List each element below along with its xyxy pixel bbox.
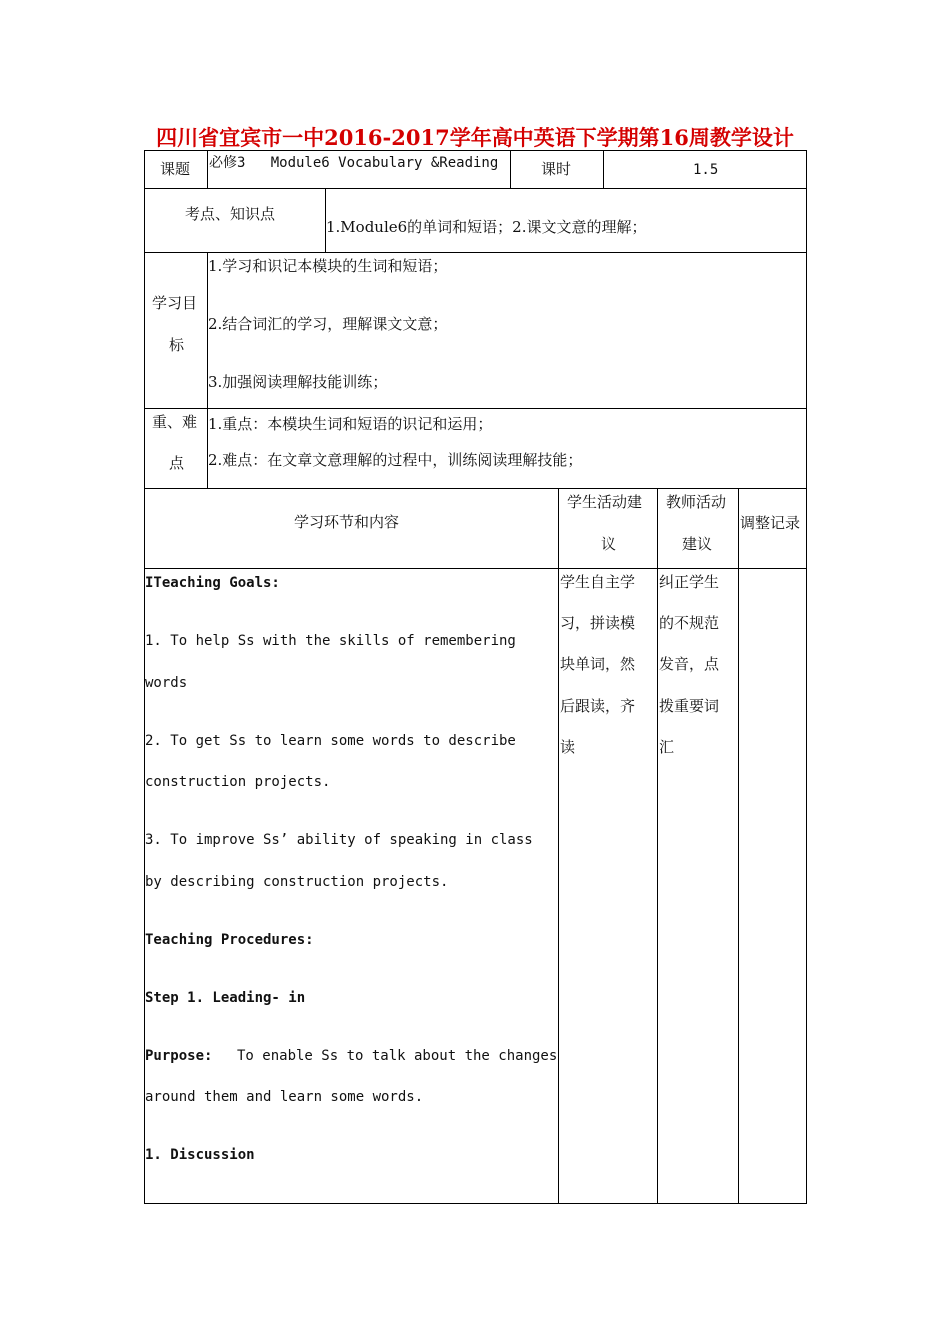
focus-label: 点 bbox=[169, 454, 185, 472]
student-activity-line: 块单词，然 bbox=[560, 655, 636, 673]
teacher-column-header: 教师活动 bbox=[666, 493, 727, 511]
table-border bbox=[144, 1203, 807, 1204]
student-activity-line: 学生自主学 bbox=[560, 573, 636, 591]
period-value: 1.5 bbox=[693, 162, 719, 178]
procedures-heading: Teaching Procedures: bbox=[145, 932, 314, 948]
objectives-label: 学习目 bbox=[152, 294, 198, 312]
student-column-header: 议 bbox=[601, 535, 617, 553]
teacher-column-header: 建议 bbox=[682, 535, 713, 553]
period-label: 课时 bbox=[541, 160, 572, 178]
table-border bbox=[603, 150, 604, 188]
teacher-activity-line: 汇 bbox=[659, 738, 675, 756]
purpose-text: To enable Ss to talk about the changes bbox=[237, 1048, 558, 1064]
goal-line: words bbox=[145, 675, 188, 691]
table-border bbox=[144, 488, 807, 489]
document-title: 四川省宜宾市一中2016-2017学年高中英语下学期第16周教学设计 bbox=[156, 125, 794, 150]
table-border bbox=[144, 188, 807, 189]
table-border bbox=[806, 150, 807, 1204]
objective-item: 1.学习和识记本模块的生词和短语； bbox=[208, 257, 448, 275]
focus-item: 2.难点：在文章文意理解的过程中，训练阅读理解技能； bbox=[208, 451, 583, 469]
table-border bbox=[144, 408, 807, 409]
purpose-text: around them and learn some words. bbox=[145, 1089, 424, 1105]
goal-line: 3. To improve Ss’ ability of speaking in class bbox=[145, 832, 533, 848]
goals-heading: ITeaching Goals: bbox=[145, 575, 280, 591]
purpose-label: Purpose: bbox=[145, 1048, 213, 1064]
table-border bbox=[657, 488, 658, 1204]
discussion-heading: 1. Discussion bbox=[145, 1147, 255, 1163]
adjustment-column-header: 调整记录 bbox=[740, 514, 801, 532]
topic-value: 必修3 Module6 Vocabulary &Reading bbox=[209, 155, 499, 171]
table-border bbox=[510, 150, 511, 188]
objective-item: 2.结合词汇的学习，理解课文文意； bbox=[208, 315, 448, 333]
table-border bbox=[144, 150, 807, 151]
objectives-label: 标 bbox=[169, 336, 185, 354]
goal-line: 2. To get Ss to learn some words to describe bbox=[145, 733, 516, 749]
student-activity-line: 后跟读，齐 bbox=[560, 697, 636, 715]
table-border bbox=[738, 488, 739, 1204]
teacher-activity-line: 的不规范 bbox=[659, 614, 720, 632]
student-activity-line: 读 bbox=[560, 738, 576, 756]
teacher-activity-line: 发音，点 bbox=[659, 655, 720, 673]
key-points-label: 考点、知识点 bbox=[185, 205, 276, 223]
step-heading: Step 1. Leading- in bbox=[145, 990, 306, 1006]
objective-item: 3.加强阅读理解技能训练； bbox=[208, 373, 388, 391]
table-border bbox=[144, 568, 807, 569]
goal-line: by describing construction projects. bbox=[145, 874, 449, 890]
focus-label: 重、难 bbox=[152, 413, 198, 431]
teacher-activity-line: 拨重要词 bbox=[659, 697, 720, 715]
table-border bbox=[144, 252, 807, 253]
content-column-header: 学习环节和内容 bbox=[294, 513, 400, 531]
goal-line: 1. To help Ss with the skills of remembering bbox=[145, 633, 516, 649]
student-column-header: 学生活动建 bbox=[567, 493, 643, 511]
student-activity-line: 习，拼读模 bbox=[560, 614, 636, 632]
table-border bbox=[558, 488, 559, 1204]
teacher-activity-line: 纠正学生 bbox=[659, 573, 720, 591]
table-border bbox=[207, 150, 208, 188]
topic-label: 课题 bbox=[160, 160, 191, 178]
key-points-content: 1.Module6的单词和短语；2.课文文意的理解； bbox=[326, 218, 647, 236]
focus-item: 1.重点：本模块生词和短语的识记和运用； bbox=[208, 415, 493, 433]
goal-line: construction projects. bbox=[145, 774, 331, 790]
